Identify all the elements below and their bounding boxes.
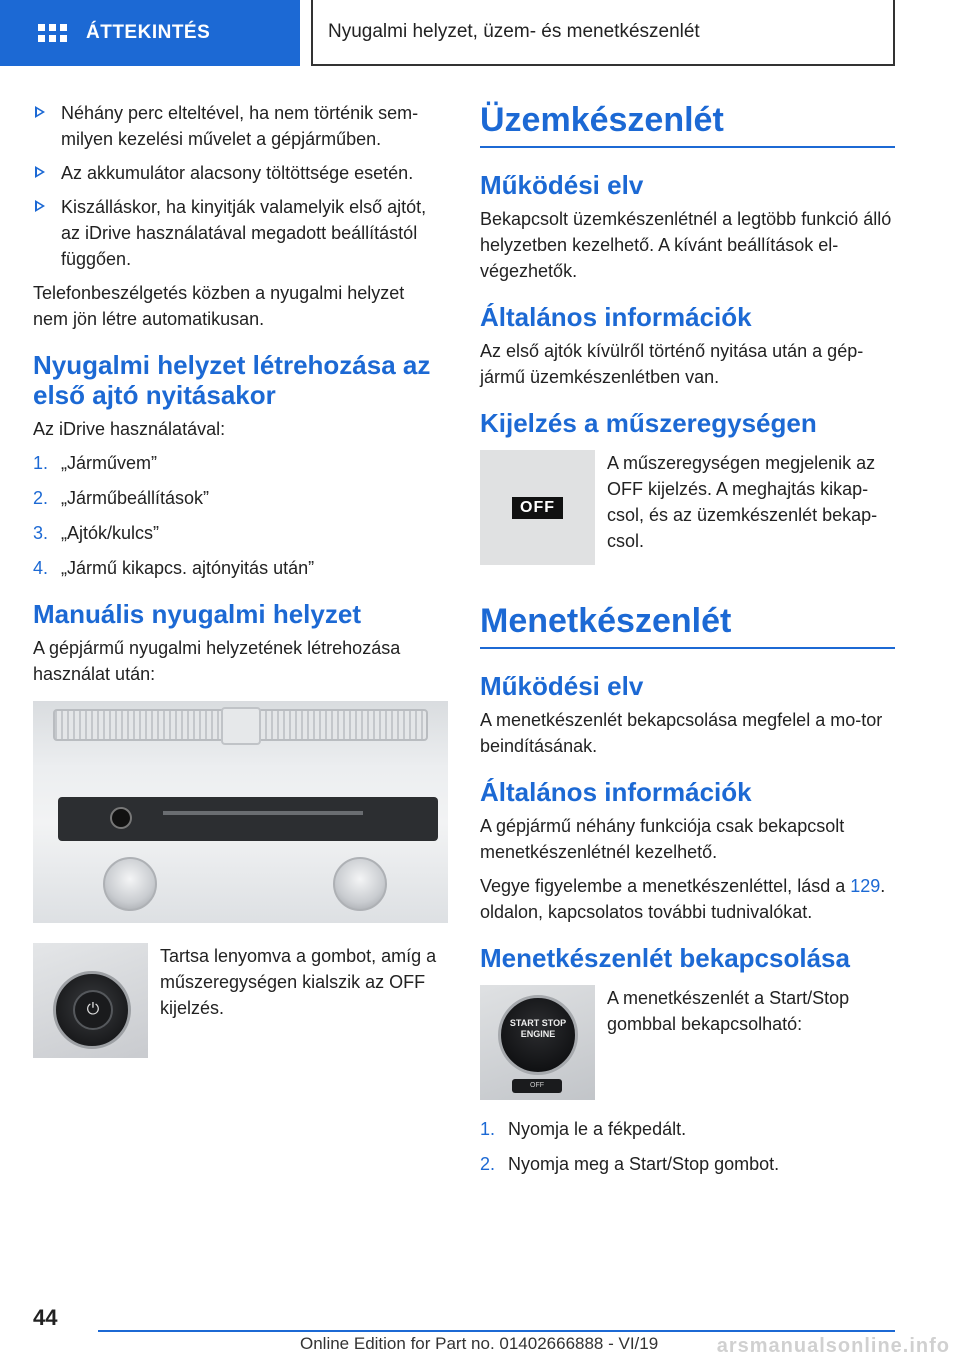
hold-text: Tartsa lenyomva a gombot, amíg a műszeregységen kialszik az OFF kijelzés. xyxy=(160,946,437,1018)
list-item: Néhány perc elteltével, ha nem történik sem-milyen kezelési művelet a gépjárműben. xyxy=(33,100,443,152)
volume-knob xyxy=(103,857,157,911)
overview-tab[interactable] xyxy=(0,0,300,66)
section-text: A gépjármű néhány funkciója csak bekapcsolt menetkészenlétnél kezelhető. xyxy=(480,816,845,862)
cd-slot xyxy=(163,811,363,815)
section-heading: Működési elv xyxy=(480,671,644,701)
section-text: A gépjármű nyugalmi helyzetének létrehozása használat után: xyxy=(33,638,401,684)
tuning-knob xyxy=(333,857,387,911)
hold-instruction xyxy=(33,943,443,1058)
start-button-text: A menetkészenlét a Start/Stop gombbal bekapcsolható: xyxy=(607,988,850,1034)
off-indicator: OFF xyxy=(512,497,563,519)
condition-list xyxy=(33,100,443,272)
section-text: Az első ajtók kívülről történő nyitása után a gép-jármű üzemkészenlétben van. xyxy=(480,341,864,387)
off-display-photo xyxy=(480,450,595,565)
list-item: 3. „Ajtók/kulcs” xyxy=(33,523,160,543)
left-column xyxy=(33,100,443,1058)
grid-icon xyxy=(38,21,66,45)
section-heading: Általános információk xyxy=(480,302,752,332)
triangle-bullet-icon xyxy=(35,106,45,118)
section-heading: Általános információk xyxy=(480,777,752,807)
off-display-block xyxy=(480,450,895,565)
list-item: Kiszálláskor, ha kinyitják valamelyik első ajtót, az iDrive használatával megadott beállítástól függően. xyxy=(33,194,443,272)
chapter-heading: Üzemkészenlét xyxy=(480,100,895,148)
start-stop-icon: START STOP ENGINE xyxy=(498,995,578,1075)
cross-reference: Vegye figyelembe a menetkészenléttel, lásd a 129. oldalon, kapcsolatos további tudnivalókat. xyxy=(480,876,886,922)
dashboard-photo xyxy=(33,701,448,923)
hazard-switch xyxy=(221,707,261,745)
section-text: A menetkészenlét bekapcsolása megfelel a mo-tor beindításának. xyxy=(480,710,883,756)
start-stop-button-photo xyxy=(480,985,595,1100)
triangle-bullet-icon xyxy=(35,200,45,212)
page-link[interactable]: 129 xyxy=(850,876,881,896)
overview-tab-label: ÁTTEKINTÉS xyxy=(86,22,211,43)
watermark: arsmanualsonline.info xyxy=(716,1335,950,1357)
list-item: Az akkumulátor alacsony töltöttsége esetén. xyxy=(33,160,443,186)
off-button-icon: OFF xyxy=(512,1079,562,1093)
section-text: Bekapcsolt üzemkészenlétnél a legtöbb funkció álló helyzetben kezelhető. A kívánt beállítások el-végezhetők. xyxy=(480,209,892,281)
list-item: 1. Nyomja le a fékpedált. xyxy=(480,1119,687,1139)
idrive-steps xyxy=(33,450,443,581)
power-icon: ⏻ xyxy=(73,990,113,1030)
power-button-icon xyxy=(110,807,132,829)
section-heading: Működési elv xyxy=(480,170,644,200)
section-heading: Kijelzés a műszeregységen xyxy=(480,408,817,438)
list-item: 1. „Járművem” xyxy=(33,453,158,473)
list-item: 4. „Jármű kikapcs. ajtónyitás után” xyxy=(33,558,315,578)
right-column xyxy=(480,100,895,1186)
start-button-block xyxy=(480,985,895,1100)
power-knob-photo xyxy=(33,943,148,1058)
list-item: 2. „Járműbeállítások” xyxy=(33,488,210,508)
list-item: 2. Nyomja meg a Start/Stop gombot. xyxy=(480,1154,780,1174)
chapter-title-text: Nyugalmi helyzet, üzem- és menetkészenlét xyxy=(328,21,700,42)
chapter-heading: Menetkészenlét xyxy=(480,601,895,649)
start-steps xyxy=(480,1116,895,1177)
section-heading: Nyugalmi helyzet létrehozása az első ajtó nyitásakor xyxy=(33,350,431,410)
section-heading: Manuális nyugalmi helyzet xyxy=(33,599,361,629)
section-intro: Az iDrive használatával: xyxy=(33,419,226,439)
off-display-text: A műszeregységen megjelenik az OFF kijelzés. A meghajtás kikap-csol, és az üzemkészenlét bekap-csol. xyxy=(607,453,878,551)
chapter-title xyxy=(311,0,895,66)
triangle-bullet-icon xyxy=(35,166,45,178)
section-heading: Menetkészenlét bekapcsolása xyxy=(480,943,850,973)
phone-note: Telefonbeszélgetés közben a nyugalmi helyzet nem jön létre automatikusan. xyxy=(33,283,405,329)
page-number: 44 xyxy=(33,1305,58,1330)
edition-text: Online Edition for Part no. 01402666888 - VI/19 xyxy=(300,1334,659,1353)
